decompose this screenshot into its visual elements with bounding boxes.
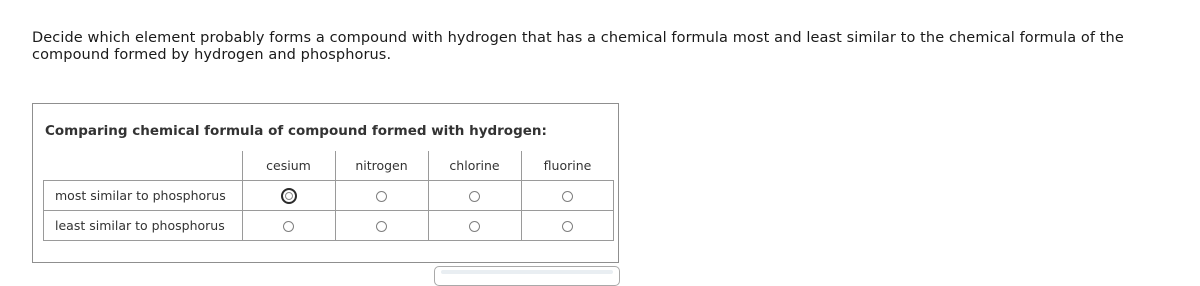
grid-corner bbox=[44, 151, 243, 181]
table-row-least-similar bbox=[44, 211, 614, 241]
answer-grid bbox=[43, 151, 614, 241]
radio-least-chlorine[interactable] bbox=[469, 221, 480, 232]
radio-least-cesium[interactable] bbox=[283, 221, 294, 232]
cell-least-chlorine bbox=[428, 211, 521, 241]
radio-least-fluorine[interactable] bbox=[562, 221, 573, 232]
cell-most-cesium bbox=[242, 181, 335, 211]
cell-most-chlorine bbox=[428, 181, 521, 211]
column-header-cesium: cesium bbox=[242, 151, 335, 181]
comparison-panel bbox=[32, 103, 619, 263]
toolbar-button-partial[interactable] bbox=[434, 266, 620, 286]
cell-most-fluorine bbox=[521, 181, 614, 211]
radio-most-cesium[interactable] bbox=[281, 188, 297, 204]
radio-most-chlorine[interactable] bbox=[469, 191, 480, 202]
toolbar-button-fill bbox=[441, 270, 613, 274]
column-header-nitrogen: nitrogen bbox=[335, 151, 428, 181]
radio-least-nitrogen[interactable] bbox=[376, 221, 387, 232]
question-text: Decide which element probably forms a compound with hydrogen that has a chemical formula most and least similar to the chemical formula of the compound formed by hydrogen and phosphorus. bbox=[32, 30, 1124, 63]
column-header-fluorine: fluorine bbox=[521, 151, 614, 181]
radio-most-nitrogen[interactable] bbox=[376, 191, 387, 202]
cell-most-nitrogen bbox=[335, 181, 428, 211]
panel-title: Comparing chemical formula of compound formed with hydrogen: bbox=[45, 123, 547, 139]
row-label-least-similar: least similar to phosphorus bbox=[44, 211, 243, 241]
column-header-chlorine: chlorine bbox=[428, 151, 521, 181]
cell-least-fluorine bbox=[521, 211, 614, 241]
table-row-most-similar bbox=[44, 181, 614, 211]
row-label-most-similar: most similar to phosphorus bbox=[44, 181, 243, 211]
radio-most-fluorine[interactable] bbox=[562, 191, 573, 202]
grid-header-row bbox=[44, 151, 614, 181]
cell-least-nitrogen bbox=[335, 211, 428, 241]
cell-least-cesium bbox=[242, 211, 335, 241]
